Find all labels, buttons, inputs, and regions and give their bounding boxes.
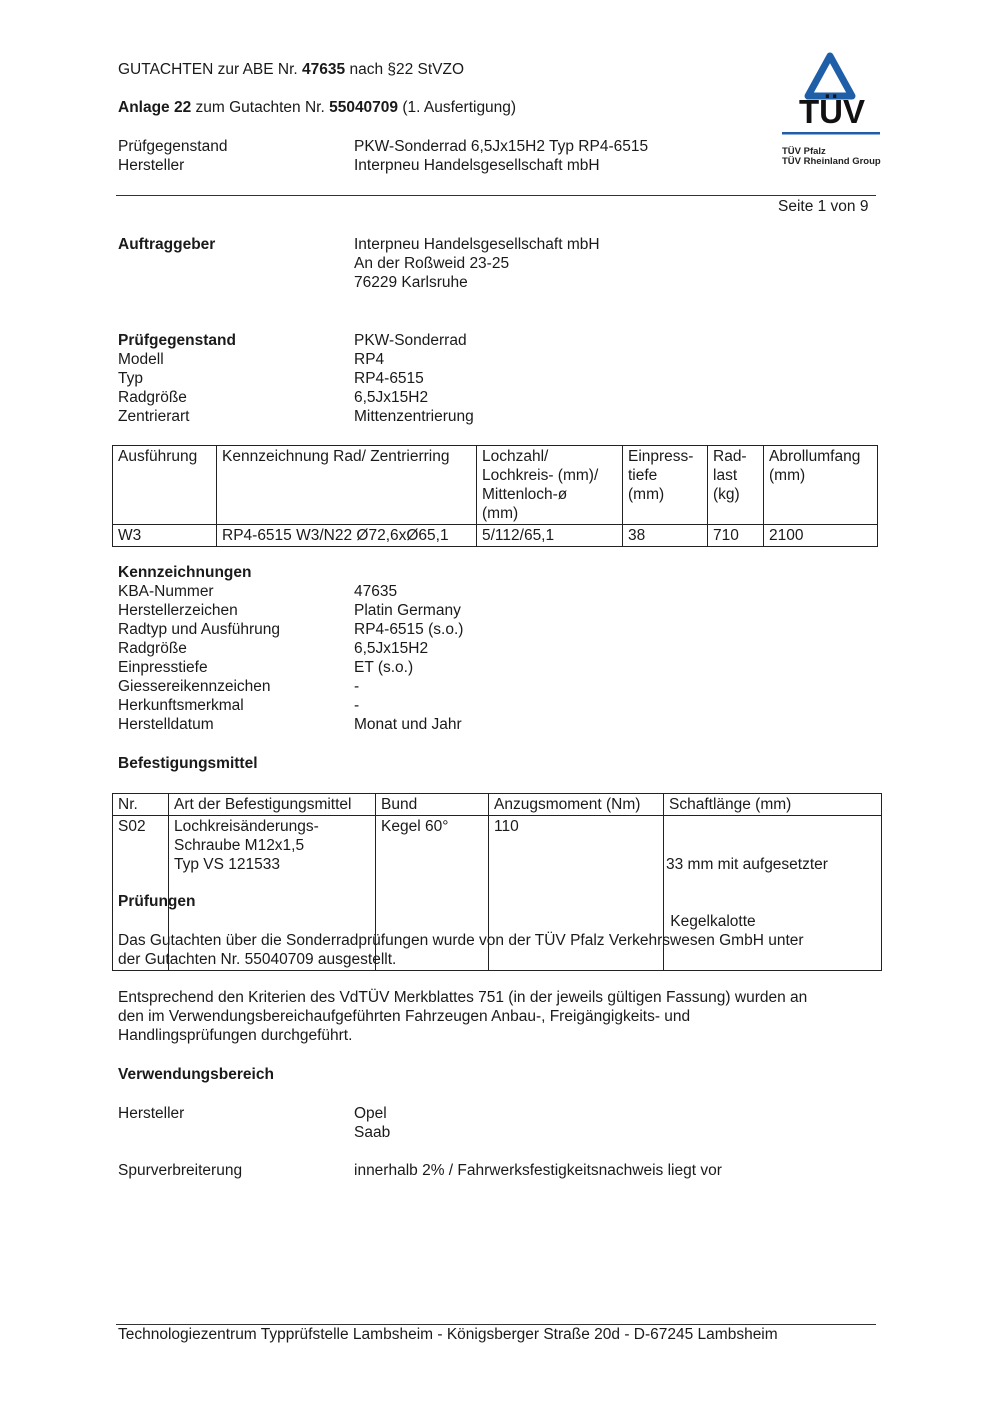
table-header-cell <box>764 446 878 525</box>
header-suffix: nach §22 StVZO <box>345 61 465 78</box>
table-header-cell <box>477 446 623 525</box>
pg-key: Modell <box>118 351 164 368</box>
page-number: Seite 1 von 9 <box>778 198 869 215</box>
header-line: Einpress- <box>628 448 694 465</box>
header-divider <box>116 195 876 196</box>
header-prefix: GUTACHTEN zur ABE Nr. <box>118 61 303 78</box>
table-header-cell <box>217 446 477 525</box>
table-cell: 110 <box>489 816 664 971</box>
header-line: (kg) <box>713 486 740 503</box>
header-pg-label: Prüfgegenstand <box>118 138 228 155</box>
header-line: (mm) <box>628 486 665 503</box>
wheel-table <box>112 445 878 547</box>
paragraph-line: Das Gutachten über die Sonderradprüfungen wurde von der TÜV Pfalz Verkehrswesen GmbH unter <box>118 932 804 949</box>
paragraph-line: Entsprechend den Kriterien des VdTÜV Merkblattes 751 (in der jeweils gültigen Fassung) wurden an <box>118 989 808 1006</box>
header-line: (mm) <box>482 505 519 522</box>
header-hs-label: Hersteller <box>118 157 185 174</box>
cell-line: Lochkreisänderungs- <box>174 818 319 835</box>
pruefgegenstand-label: Prüfgegenstand <box>118 332 236 349</box>
gutachten-number: 55040709 <box>329 99 399 116</box>
header-line: Abrollumfang <box>769 448 861 465</box>
pg-value: Mittenzentrierung <box>354 408 474 425</box>
table-row <box>113 525 878 547</box>
verwendung-hersteller-label: Hersteller <box>118 1105 185 1122</box>
paragraph-line: Handlingsprüfungen durchgeführt. <box>118 1027 353 1044</box>
cell-line: Kegelkalotte <box>666 913 756 930</box>
paragraph-line: den im Verwendungsbereichaufgeführten Fahrzeugen Anbau-, Freigängigkeits- und <box>118 1008 691 1025</box>
pruefungen-label: Prüfungen <box>118 893 196 910</box>
table-cell: RP4-6515 W3/N22 Ø72,6xØ65,1 <box>217 525 477 547</box>
table-header-cell <box>113 446 217 525</box>
table-header-cell <box>623 446 708 525</box>
kz-value: Platin Germany <box>354 602 461 619</box>
auftraggeber-line: An der Roßweid 23-25 <box>354 255 510 272</box>
table-header-cell: Anzugsmoment (Nm) <box>489 794 664 816</box>
abe-number: 47635 <box>302 61 346 78</box>
header-line: last <box>713 467 738 484</box>
kz-value: ET (s.o.) <box>354 659 414 676</box>
kz-value: - <box>354 678 360 695</box>
kz-key: Herstelldatum <box>118 716 214 733</box>
spurverbreiterung-value: innerhalb 2% / Fahrwerksfestigkeitsnachweis liegt vor <box>354 1162 722 1179</box>
pg-value: RP4-6515 <box>354 370 424 387</box>
table-header-row <box>113 446 878 525</box>
header-line: tiefe <box>628 467 658 484</box>
kz-key: Giessereikennzeichen <box>118 678 271 695</box>
header-line: Mittenloch-ø <box>482 486 568 503</box>
pruefgegenstand-value: PKW-Sonderrad <box>354 332 467 349</box>
logo-text: TÜV <box>799 93 865 130</box>
header-line-2 <box>118 98 516 117</box>
table-cell: 2100 <box>764 525 878 547</box>
befestigung-label: Befestigungsmittel <box>118 755 258 772</box>
auftraggeber-label: Auftraggeber <box>118 236 216 253</box>
table-cell: 710 <box>708 525 764 547</box>
paragraph-line: der Gutachten Nr. 55040709 ausgestellt. <box>118 951 397 968</box>
spurverbreiterung-label: Spurverbreiterung <box>118 1162 243 1179</box>
table-header-cell: Art der Befestigungsmittel <box>169 794 376 816</box>
logo-sub-1: TÜV Pfalz <box>782 146 826 157</box>
kz-value: Monat und Jahr <box>354 716 462 733</box>
table-header-row <box>113 794 882 816</box>
table-cell: Kegel 60° <box>376 816 489 971</box>
auftraggeber-line: Interpneu Handelsgesellschaft mbH <box>354 236 600 253</box>
kz-key: Einpresstiefe <box>118 659 208 676</box>
pg-value: RP4 <box>354 351 385 368</box>
table-header-cell: Schaftlänge (mm) <box>664 794 882 816</box>
kennzeichnungen-label: Kennzeichnungen <box>118 564 252 581</box>
pg-key: Typ <box>118 370 143 387</box>
auftraggeber-line: 76229 Karlsruhe <box>354 274 468 291</box>
verwendung-label: Verwendungsbereich <box>118 1066 274 1083</box>
table-header-cell: Bund <box>376 794 489 816</box>
header-mid: zum Gutachten Nr. <box>191 99 330 116</box>
kz-key: KBA-Nummer <box>118 583 214 600</box>
table-cell: 38 <box>623 525 708 547</box>
verwendung-hersteller-value: Opel <box>354 1105 387 1122</box>
pg-key: Radgröße <box>118 389 187 406</box>
table-cell: 5/112/65,1 <box>477 525 623 547</box>
logo-sub-2: TÜV Rheinland Group <box>782 156 881 167</box>
cell-line: Schraube M12x1,5 <box>174 837 305 854</box>
header-hs-value: Interpneu Handelsgesellschaft mbH <box>354 157 600 174</box>
table-cell: S02 <box>113 816 169 971</box>
kz-value: 6,5Jx15H2 <box>354 640 429 657</box>
kz-value: RP4-6515 (s.o.) <box>354 621 464 638</box>
kz-key: Radtyp und Ausführung <box>118 621 281 638</box>
table-cell: W3 <box>113 525 217 547</box>
tuev-logo <box>742 50 918 174</box>
kz-key: Radgröße <box>118 640 187 657</box>
kz-key: Herstellerzeichen <box>118 602 238 619</box>
header-line: Rad- <box>713 448 747 465</box>
header-line: Ausführung <box>118 448 198 465</box>
footer-text: Technologiezentrum Typprüfstelle Lambsheim - Königsberger Straße 20d - D-67245 Lambsheim <box>118 1326 778 1343</box>
table-header-cell: Nr. <box>113 794 169 816</box>
kz-key: Herkunftsmerkmal <box>118 697 244 714</box>
header-line-1 <box>118 60 464 79</box>
kz-value: 47635 <box>354 583 398 600</box>
cell-line: Typ VS 121533 <box>174 856 280 873</box>
cell-line: 33 mm mit aufgesetzter <box>666 856 828 873</box>
verwendung-hersteller-value: Saab <box>354 1124 391 1141</box>
kz-value: - <box>354 697 360 714</box>
ausfertigung: (1. Ausfertigung) <box>398 99 517 116</box>
pg-value: 6,5Jx15H2 <box>354 389 429 406</box>
header-line: Lochkreis- (mm)/ <box>482 467 599 484</box>
anlage-number: Anlage 22 <box>118 99 192 116</box>
pg-key: Zentrierart <box>118 408 190 425</box>
pruefungen-paragraph-2 <box>118 988 878 1045</box>
header-pg-value: PKW-Sonderrad 6,5Jx15H2 Typ RP4-6515 <box>354 138 649 155</box>
header-line: Lochzahl/ <box>482 448 549 465</box>
header-line: (mm) <box>769 467 806 484</box>
pruefungen-paragraph-1 <box>118 931 878 969</box>
header-line: Kennzeichnung Rad/ Zentrierring <box>222 448 450 465</box>
table-header-cell <box>708 446 764 525</box>
